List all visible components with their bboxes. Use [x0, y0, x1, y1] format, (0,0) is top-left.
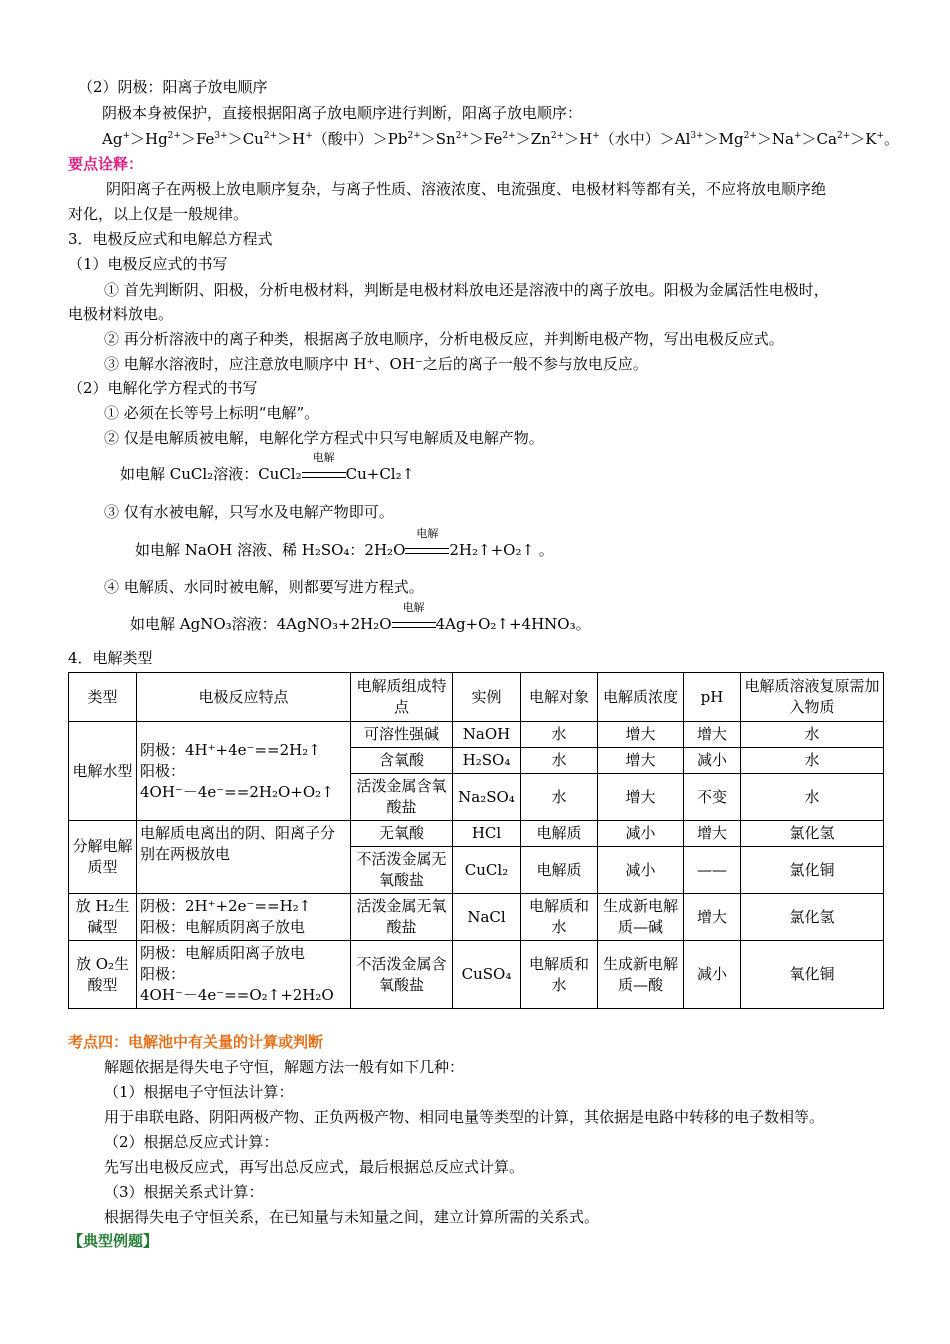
type-cell: 放 H₂生碱型	[69, 894, 137, 941]
table-cell: 不变	[684, 774, 741, 821]
table-header: 电极反应特点	[137, 673, 351, 722]
equation-water	[135, 527, 554, 560]
type-cell: 电解水型	[69, 722, 137, 821]
rule-a2: ② 再分析溶液中的离子种类，根据离子放电顺序，分析电极反应，并判断电极产物，写出电极反应式。	[104, 330, 784, 348]
equation-lhs: 如电解 NaOH 溶液、稀 H₂SO₄：2H₂O	[135, 541, 406, 559]
feature-line: 阳极：	[140, 761, 186, 780]
table-cell: 含氧酸	[351, 748, 453, 774]
feature-cell	[137, 894, 351, 941]
feature-line: 4OH⁻－4e⁻==2H₂O+O₂↑	[140, 782, 334, 801]
table-cell: 水	[741, 774, 884, 821]
table-cell: 增大	[684, 821, 741, 847]
calc-method-2: （2）根据总反应式计算：	[104, 1133, 279, 1151]
table-row	[69, 894, 884, 941]
table-cell: 减小	[684, 748, 741, 774]
feature-line: 阴极：电解质阳离子放电	[140, 944, 306, 962]
cation-order: $Ag^+>Hg^{2+}>Fe^{3+}>Cu^{2+}>H^+$（酸中）$>Pb^{2+}>Sn^{2+}>Fe^{2+}>Zn^{2+}>H^+$（水中）$>Al^{3+}>Mg^{2+}>Na^+>Ca^{2+}>K^+$。	[102, 130, 900, 148]
equation-lhs: 如电解 CuCl₂溶液：CuCl₂	[120, 465, 302, 483]
table-cell: 生成新电解质—碱	[598, 894, 684, 941]
cathode-heading: （2）阴极：阳离子放电顺序	[78, 78, 268, 96]
equation-rhs: 4Ag+O₂↑+4HNO₃。	[435, 615, 591, 633]
table-cell: 不活泼金属含氧酸盐	[351, 941, 453, 1009]
feature-line: 阴极：2H⁺+2e⁻==H₂↑	[140, 897, 312, 915]
rule-a3: ③ 电解水溶液时，应注意放电顺序中 H⁺、OH⁻之后的离子一般不参与放电反应。	[104, 355, 648, 373]
equation-agno3	[130, 601, 591, 634]
table-cell: 增大	[598, 774, 684, 821]
table-cell: 增大	[598, 722, 684, 748]
feature-line: 4OH⁻－4e⁻==O₂↑+2H₂O	[140, 986, 334, 1004]
table-cell: ——	[684, 847, 741, 894]
table-cell: 氧化铜	[741, 941, 884, 1009]
typical-examples-heading: 【典型例题】	[68, 1232, 159, 1250]
table-cell: 增大	[684, 894, 741, 941]
table-row	[69, 722, 884, 748]
table-cell: 不活泼金属无氧酸盐	[351, 847, 453, 894]
table-header: 电解质浓度	[598, 673, 684, 722]
table-cell: 增大	[598, 748, 684, 774]
table-cell: 氯化氢	[741, 894, 884, 941]
rule-b4: ④ 电解质、水同时被电解，则都要写进方程式。	[104, 578, 424, 596]
key-point-4-title: 考点四：电解池中有关量的计算或判断	[68, 1033, 324, 1051]
feature-cell	[137, 941, 351, 1009]
table-cell: 减小	[598, 821, 684, 847]
feature-line: 阳极：电解质阴离子放电	[140, 918, 306, 936]
electrolysis-types-table	[68, 672, 884, 1009]
section-3-title: 3．电极反应式和电解总方程式	[68, 230, 273, 248]
table-header: pH	[684, 673, 741, 722]
table-cell: 氯化氢	[741, 821, 884, 847]
type-cell: 放 O₂生酸型	[69, 941, 137, 1009]
table-header: 实例	[453, 673, 521, 722]
table-cell: 无氧酸	[351, 821, 453, 847]
equation-rhs: Cu+Cl₂↑	[345, 465, 415, 483]
equation-cucl2	[120, 451, 415, 484]
feature-line: 阴极：4H⁺+4e⁻==2H₂↑	[140, 740, 321, 759]
table-cell: 可溶性强碱	[351, 722, 453, 748]
table-cell: HCl	[453, 821, 521, 847]
table-cell: 水	[741, 722, 884, 748]
feature-line: 阳极：	[140, 965, 186, 983]
calc-method-2-desc: 先写出电极反应式，再写出总反应式，最后根据总反应式计算。	[104, 1158, 525, 1176]
table-cell: NaCl	[453, 894, 521, 941]
table-cell: CuCl₂	[453, 847, 521, 894]
key-point-line1: 阴阳离子在两极上放电顺序复杂，与离子性质、溶液浓度、电流强度、电极材料等都有关，不应将放电顺序绝	[106, 180, 827, 198]
table-header: 电解对象	[521, 673, 598, 722]
electrolysis-equals	[405, 527, 449, 560]
table-row	[69, 821, 884, 847]
rule-a1: ① 首先判断阴、阳极，分析电极材料，判断是电极材料放电还是溶液中的离子放电。阳极为金属活性电极时，	[104, 281, 829, 299]
table-cell: 减小	[684, 941, 741, 1009]
table-header: 电解质组成特点	[351, 673, 453, 722]
section-3-2-title: （2）电解化学方程式的书写	[68, 379, 258, 397]
calc-method-1-desc: 用于串联电路、阴阳两极产物、正负两极产物、相同电量等类型的计算，其依据是电路中转移的电子数相等。	[104, 1108, 825, 1126]
table-header: 类型	[69, 673, 137, 722]
table-cell: 增大	[684, 722, 741, 748]
feature-line: 电解质电离出的阴、阳离子分别在两极放电	[140, 824, 336, 863]
condition-label: 电解	[416, 527, 439, 540]
type-cell: 分解电解质型	[69, 821, 137, 894]
calc-method-3: （3）根据关系式计算：	[104, 1183, 264, 1201]
condition-label: 电解	[312, 451, 335, 464]
table-cell: 活泼金属含氧酸盐	[351, 774, 453, 821]
condition-label: 电解	[402, 601, 425, 614]
calc-intro: 解题依据是得失电子守恒，解题方法一般有如下几种：	[104, 1058, 465, 1076]
electrolysis-equals	[392, 601, 436, 634]
equation-rhs: 2H₂↑+O₂↑ 。	[449, 541, 554, 559]
section-4-title: 4．电解类型	[68, 649, 153, 667]
rule-b1: ① 必须在长等号上标明“电解”。	[104, 404, 320, 422]
section-3-1-title: （1）电极反应式的书写	[68, 255, 228, 273]
rule-b3: ③ 仅有水被电解，只写水及电解产物即可。	[104, 503, 394, 521]
table-cell: Na₂SO₄	[453, 774, 521, 821]
table-cell: 活泼金属无氧酸盐	[351, 894, 453, 941]
feature-cell	[137, 821, 351, 894]
calc-method-3-desc: 根据得失电子守恒关系，在已知量与未知量之间，建立计算所需的关系式。	[104, 1208, 600, 1226]
electrolysis-equals	[302, 451, 346, 484]
table-cell: 减小	[598, 847, 684, 894]
table-header-row	[69, 673, 884, 722]
table-cell: 电解质和水	[521, 941, 598, 1009]
table-cell: 水	[521, 774, 598, 821]
equation-lhs: 如电解 AgNO₃溶液：4AgNO₃+2H₂O	[130, 615, 392, 633]
rule-a1-cont: 电极材料放电。	[68, 305, 174, 323]
table-cell: H₂SO₄	[453, 748, 521, 774]
table-cell: 水	[741, 748, 884, 774]
feature-cell	[137, 722, 351, 821]
rule-b2: ② 仅是电解质被电解，电解化学方程式中只写电解质及电解产物。	[104, 429, 544, 447]
table-cell: NaOH	[453, 722, 521, 748]
key-points-title: 要点诠释：	[68, 155, 144, 173]
table-header: 电解质溶液复原需加入物质	[741, 673, 884, 722]
key-point-line2: 对化，以上仅是一般规律。	[68, 205, 249, 223]
table-row	[69, 941, 884, 1009]
table-cell: 电解质和水	[521, 894, 598, 941]
table-cell: 氯化铜	[741, 847, 884, 894]
table-cell: 电解质	[521, 847, 598, 894]
table-cell: 水	[521, 722, 598, 748]
table-cell: 电解质	[521, 821, 598, 847]
calc-method-1: （1）根据电子守恒法计算：	[104, 1083, 294, 1101]
table-cell: CuSO₄	[453, 941, 521, 1009]
table-cell: 水	[521, 748, 598, 774]
table-cell: 生成新电解质—酸	[598, 941, 684, 1009]
cathode-desc: 阴极本身被保护，直接根据阳离子放电顺序进行判断，阳离子放电顺序：	[102, 104, 583, 122]
